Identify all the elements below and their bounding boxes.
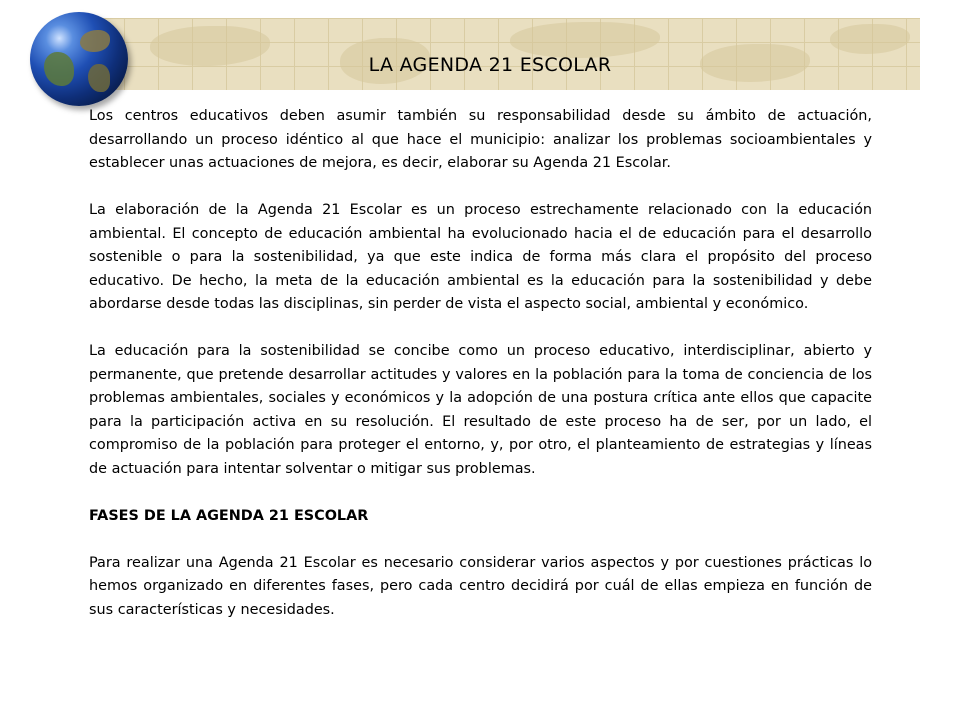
page-title: LA AGENDA 21 ESCOLAR xyxy=(368,54,612,76)
paragraph-intro: Los centros educativos deben asumir también su responsabilidad desde su ámbito de actuación, desarrollando un proceso idéntico al que hace el municipio: analizar los problemas socioambientales y establecer unas actuaciones de mejora, es decir, elaborar su Agenda 21 Escolar. xyxy=(89,108,872,171)
paragraph-sostenibilidad: La educación para la sostenibilidad se concibe como un proceso educativo, interdisciplinar, abierto y permanente, que pretende desarrollar actitudes y valores en la población para la toma de conciencia de los problemas ambientales, sociales y económicos y la adopción de una postura crítica ante ellos que capacite para la participación activa en su resolución. El resultado de este proceso ha de ser, por un lado, el compromiso de la población para proteger el entorno, y, por otro, el planteamiento de estrategias y líneas de actuación para intentar solventar o mitigar sus problemas. xyxy=(89,343,872,477)
paragraph-fases: Para realizar una Agenda 21 Escolar es necesario considerar varios aspectos y por cuestiones prácticas lo hemos organizado en diferentes fases, pero cada centro decidirá por cuál de ellas empieza en función de sus características y necesidades. xyxy=(89,554,872,618)
document-body xyxy=(89,105,872,646)
section-heading: FASES DE LA AGENDA 21 ESCOLAR xyxy=(89,507,369,524)
globe-icon xyxy=(30,12,128,106)
paragraph-educacion-ambiental: La elaboración de la Agenda 21 Escolar es un proceso estrechamente relacionado con la educación ambiental. El concepto de educación ambiental ha evolucionado hacia el de educación para el desarrollo sostenible o para la sostenibilidad, ya que este indica de forma más clara el propósito del proceso educativo. De hecho, la meta de la educación ambiental es la educación para la sostenibilidad y debe abordarse desde todas las disciplinas, sin perder de vista el aspecto social, ambiental y económico. xyxy=(89,202,872,312)
